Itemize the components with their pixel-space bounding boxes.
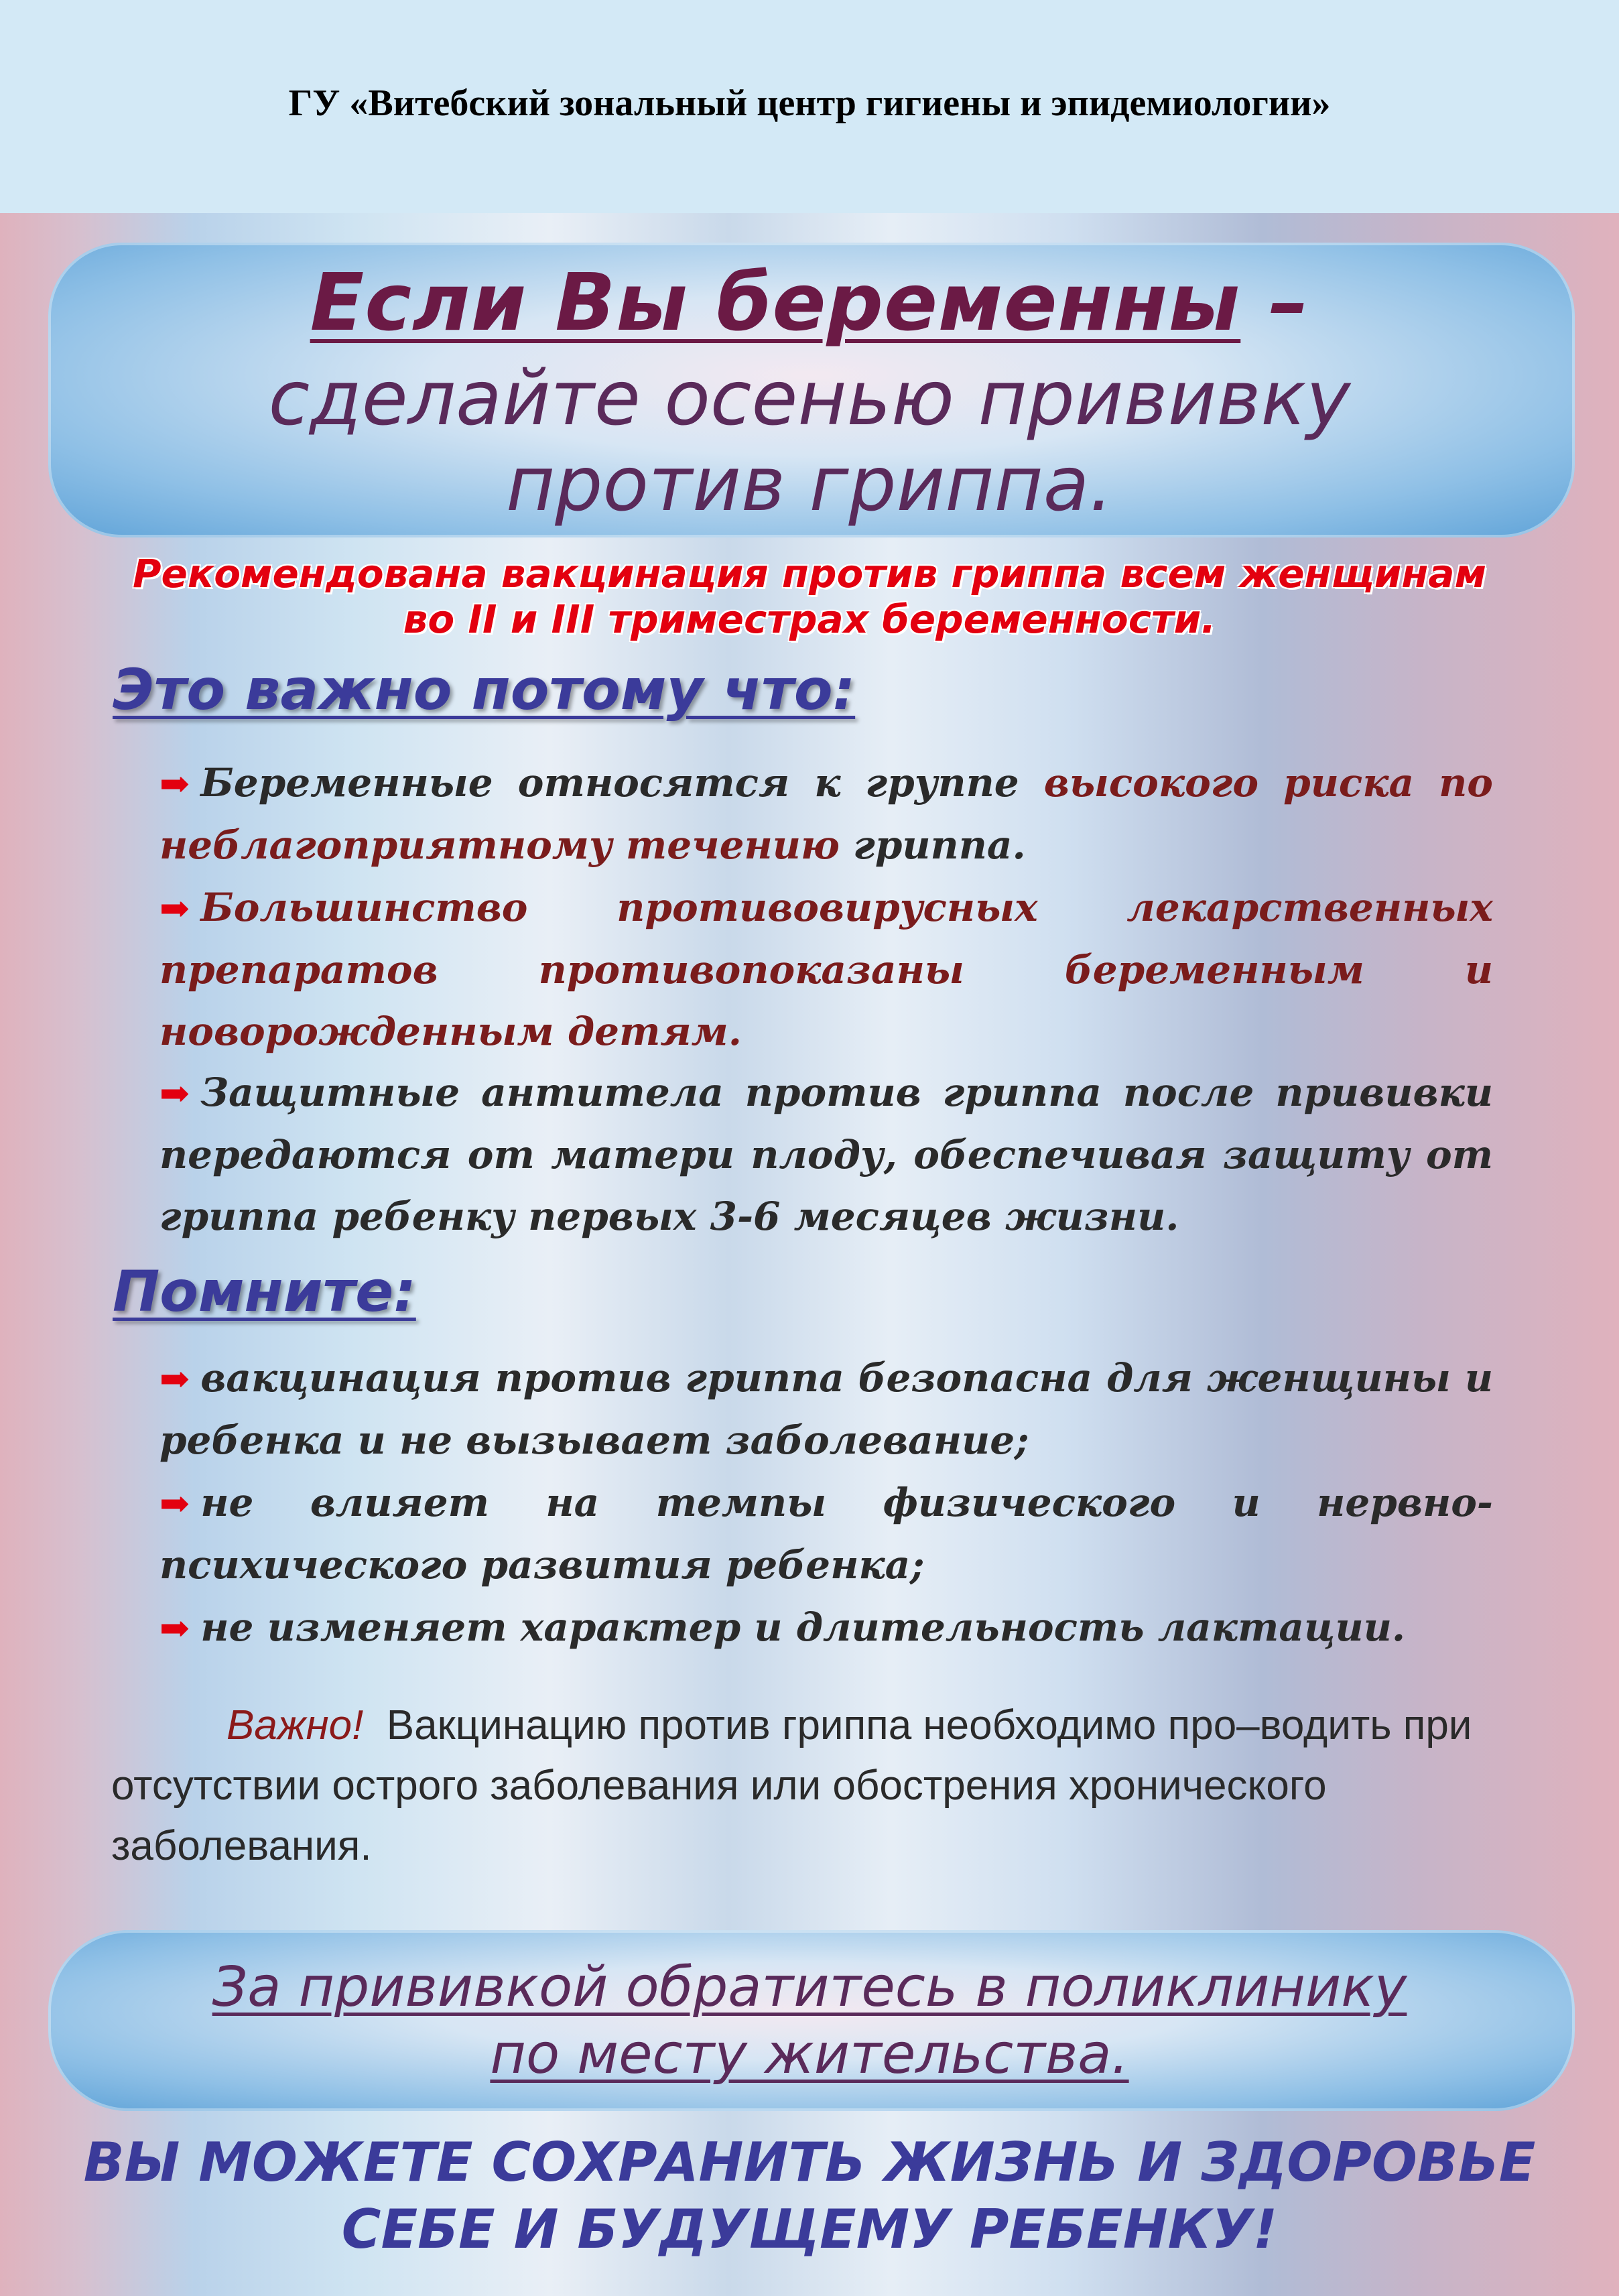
why-item-3 bbox=[159, 1062, 1493, 1247]
remember-item-2-text: не влияет на темпы физического и нервно-психического развития ребенка; bbox=[159, 1480, 1493, 1588]
remember-item-2 bbox=[159, 1472, 1493, 1596]
footer-line-2: СЕБЕ И БУДУЩЕМУ РЕБЕНКУ! bbox=[341, 2198, 1278, 2260]
remember-item-3 bbox=[159, 1596, 1493, 1659]
important-text: Вакцинацию против гриппа необходимо про–водить при отсутствии острого заболевания или обострения хронического заболевания. bbox=[111, 1702, 1472, 1869]
clinic-line-2: по месту жительства. bbox=[490, 2023, 1129, 2086]
remember-heading: Помните: bbox=[113, 1259, 416, 1324]
important-note bbox=[111, 1696, 1518, 1876]
right-arrow-icon: ➡ bbox=[159, 762, 190, 805]
recommendation-line-2: во II и III триместрах беременности. bbox=[403, 596, 1216, 642]
why-item-1-text-c: гриппа. bbox=[840, 822, 1026, 868]
right-arrow-icon: ➡ bbox=[159, 1357, 190, 1400]
footer-line-1: ВЫ МОЖЕТЕ СОХРАНИТЬ ЖИЗНЬ И ЗДОРОВЬЕ bbox=[83, 2131, 1536, 2193]
why-item-1 bbox=[159, 752, 1493, 876]
remember-item-1 bbox=[159, 1347, 1493, 1471]
why-item-1-text-b: высокого риска по неблагоприятному течению bbox=[159, 760, 1493, 868]
right-arrow-icon: ➡ bbox=[159, 1072, 190, 1114]
why-item-2 bbox=[159, 877, 1493, 1062]
header-banner bbox=[0, 0, 1619, 213]
title-line-3: против гриппа. bbox=[506, 441, 1113, 528]
right-arrow-icon: ➡ bbox=[159, 1606, 190, 1649]
title-line-2: сделайте осенью прививку bbox=[268, 355, 1351, 442]
title-line-1 bbox=[0, 256, 1619, 348]
why-item-2-text: Большинство противовирусных лекарственных препаратов противопоказаны беременным и новорожденным детям. bbox=[159, 885, 1493, 1054]
clinic-line-1: За прививкой обратитесь в поликлинику bbox=[212, 1956, 1407, 2019]
right-arrow-icon: ➡ bbox=[159, 1482, 190, 1525]
title-pregnant-text: Если Вы беременны bbox=[310, 256, 1241, 348]
why-item-1-text-a: Беременные относятся к группе bbox=[200, 760, 1044, 806]
recommendation-line-1: Рекомендована вакцинация против гриппа всем женщинам bbox=[133, 551, 1486, 596]
title-dash: – bbox=[1240, 256, 1309, 348]
why-item-3-text: Защитные антитела против гриппа после прививки передаются от матери плоду, обеспечивая защиту от гриппа ребенку первых 3-6 месяцев жизни. bbox=[159, 1070, 1493, 1239]
why-heading: Это важно потому что: bbox=[113, 657, 856, 722]
organization-title: ГУ «Витебский зональный центр гигиены и эпидемиологии» bbox=[288, 82, 1331, 124]
right-arrow-icon: ➡ bbox=[159, 887, 190, 930]
important-label: Важно! bbox=[226, 1702, 364, 1748]
remember-item-1-text: вакцинация против гриппа безопасна для женщины и ребенка и не вызывает заболевание; bbox=[159, 1355, 1493, 1463]
remember-item-3-text: не изменяет характер и длительность лактации. bbox=[200, 1604, 1406, 1650]
